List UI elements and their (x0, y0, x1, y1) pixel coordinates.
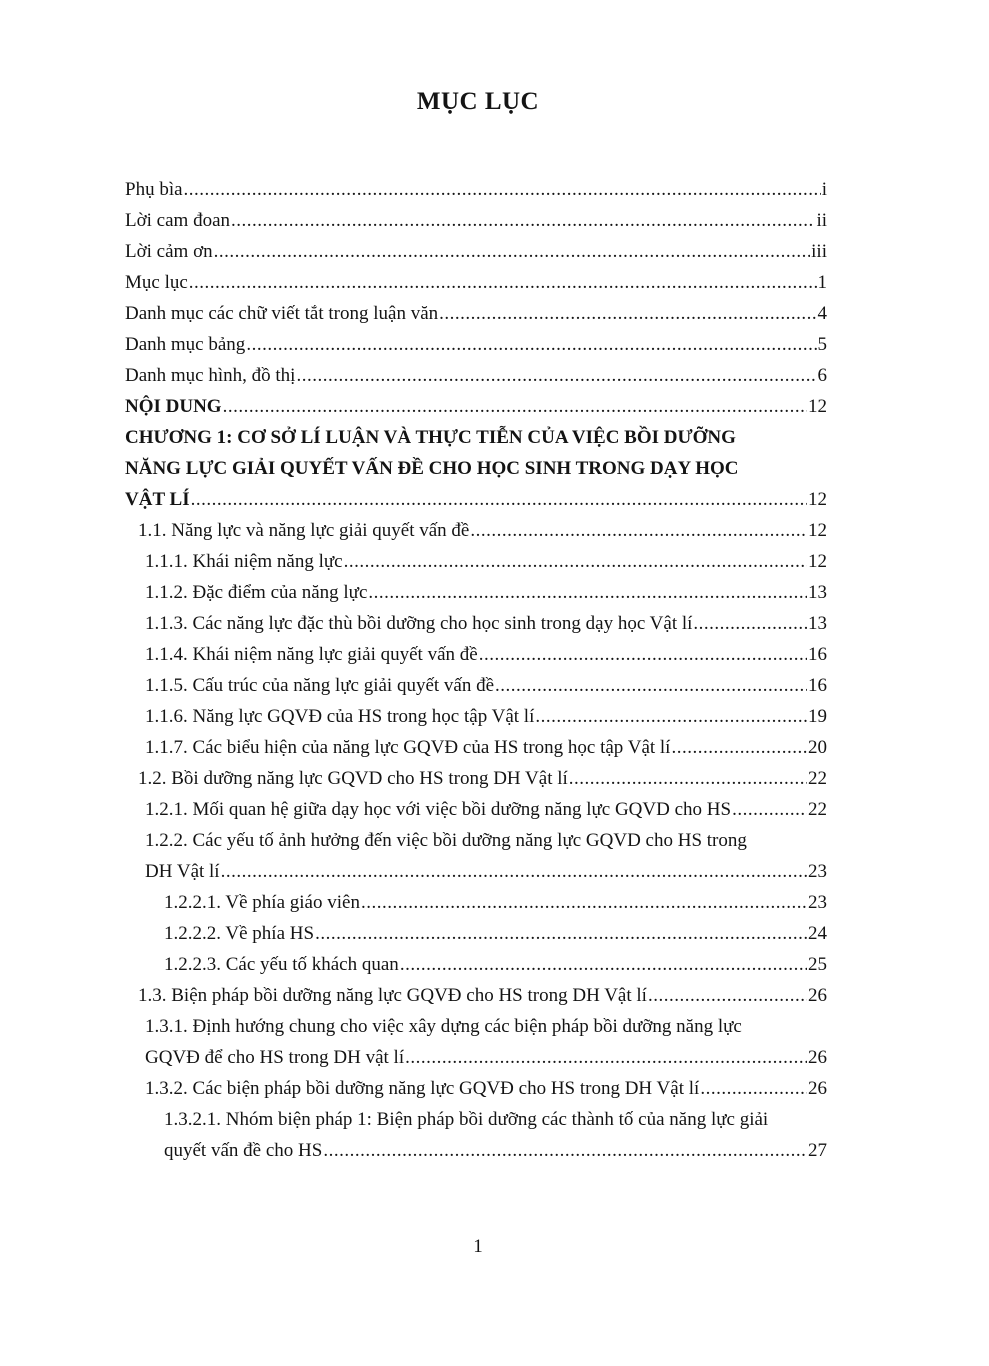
toc-entry-page: 26 (808, 1078, 827, 1099)
toc-entry[interactable] (145, 670, 827, 701)
toc-leader-dots (214, 236, 811, 267)
toc-entry[interactable] (145, 701, 827, 732)
toc-entry-page: 23 (808, 861, 827, 882)
toc-entry[interactable] (164, 1135, 827, 1166)
toc-leader-dots (189, 267, 817, 298)
toc-leader-dots (732, 794, 807, 825)
toc-entry[interactable] (145, 546, 827, 577)
toc-entry-label: 1.2.2.1. Về phía giáo viên (164, 892, 360, 913)
toc-entry-label: NỘI DUNG (125, 396, 222, 417)
toc-entry-page: 16 (808, 644, 827, 665)
toc-entry-page: 4 (817, 303, 827, 324)
toc-leader-dots (315, 918, 807, 949)
toc-entry-label: 1.1.5. Cấu trúc của năng lực giải quyết vấn đề (145, 675, 495, 696)
toc-entry-page: 25 (808, 954, 827, 975)
toc-entry-label: 1.1. Năng lực và năng lực giải quyết vấn đề (138, 520, 470, 541)
toc-leader-dots (648, 980, 807, 1011)
toc-entry-page: 22 (808, 799, 827, 820)
toc-entry[interactable] (138, 763, 827, 794)
toc-leader-dots (223, 391, 807, 422)
toc-entry-page: 26 (808, 1047, 827, 1068)
toc-entry[interactable] (125, 174, 827, 205)
toc-entry-wrapped-line: 1.3.2.1. Nhóm biện pháp 1: Biện pháp bồi dưỡng các thành tố của năng lực giải (164, 1109, 769, 1130)
toc-leader-dots (323, 1135, 807, 1166)
toc-leader-dots (296, 360, 816, 391)
toc-entry-label: 1.1.3. Các năng lực đặc thù bồi dưỡng cho học sinh trong dạy học Vật lí (145, 613, 693, 634)
toc-entry-page: 13 (808, 613, 827, 634)
toc-entry-chapter[interactable] (125, 484, 827, 515)
toc-entry-label: 1.2.2.2. Về phía HS (164, 923, 315, 944)
toc-leader-dots (221, 856, 807, 887)
toc-entry-label: 1.1.7. Các biểu hiện của năng lực GQVĐ của HS trong học tập Vật lí (145, 737, 671, 758)
toc-entry-page: 16 (808, 675, 827, 696)
toc-entry-label: DH Vật lí (145, 861, 220, 882)
toc-entry-page: 12 (808, 489, 827, 510)
toc-entry-label: VẬT LÍ (125, 489, 190, 510)
toc-entry-label: Danh mục các chữ viết tắt trong luận văn (125, 303, 439, 324)
toc-entry[interactable] (164, 887, 827, 918)
toc-entry-label: Danh mục hình, đồ thị (125, 365, 296, 386)
toc-entry-page: i (821, 179, 827, 200)
toc-entry-page: 12 (808, 396, 827, 417)
toc-entry-page: iii (811, 241, 827, 262)
toc-entry-wrapped-line: 1.2.2. Các yếu tố ảnh hưởng đến việc bồi dưỡng năng lực GQVD cho HS trong (145, 830, 747, 851)
toc-entry-page: 12 (808, 520, 827, 541)
page-number: 1 (473, 1236, 483, 1257)
toc-leader-dots (479, 639, 807, 670)
toc-entry[interactable] (145, 577, 827, 608)
toc-leader-dots (671, 732, 807, 763)
toc-entry[interactable] (125, 236, 827, 267)
toc-entry-section[interactable] (125, 391, 827, 422)
toc-leader-dots (361, 887, 807, 918)
toc-entry-label: quyết vấn đề cho HS (164, 1140, 323, 1161)
toc-entry-page: 19 (808, 706, 827, 727)
toc-entry-page: 13 (808, 582, 827, 603)
toc-entry[interactable] (138, 980, 827, 1011)
toc-leader-dots (191, 484, 807, 515)
toc-leader-dots (700, 1073, 807, 1104)
toc-entry[interactable] (125, 267, 827, 298)
toc-leader-dots (246, 329, 816, 360)
toc-entry[interactable] (125, 205, 827, 236)
toc-leader-dots (184, 174, 821, 205)
toc-entry-page: 12 (808, 551, 827, 572)
toc-entry-page: 24 (808, 923, 827, 944)
toc-leader-dots (569, 763, 807, 794)
toc-entry[interactable] (145, 856, 827, 887)
toc-entry-label: Phụ bìa (125, 179, 183, 200)
toc-entry-page: 1 (817, 272, 827, 293)
toc-entry[interactable] (125, 298, 827, 329)
toc-entry[interactable] (145, 1042, 827, 1073)
toc-entry[interactable] (125, 360, 827, 391)
toc-leader-dots (439, 298, 816, 329)
toc-entry[interactable] (145, 608, 827, 639)
toc-entry-wrapped-line: 1.3.1. Định hướng chung cho việc xây dựng các biện pháp bồi dưỡng năng lực (145, 1016, 742, 1037)
toc-entry[interactable] (138, 515, 827, 546)
toc-entry-label: 1.1.2. Đặc điểm của năng lực (145, 582, 368, 603)
toc-entry[interactable] (164, 949, 827, 980)
toc-entry-label: 1.2. Bồi dưỡng năng lực GQVD cho HS trong DH Vật lí (138, 768, 568, 789)
toc-entry-label: 1.1.1. Khái niệm năng lực (145, 551, 343, 572)
toc-entry[interactable] (145, 794, 827, 825)
toc-entry-label: GQVĐ để cho HS trong DH vật lí (145, 1047, 405, 1068)
toc-entry-page: 22 (808, 768, 827, 789)
toc-leader-dots (344, 546, 807, 577)
toc-leader-dots (693, 608, 807, 639)
toc-entry-label: 1.2.1. Mối quan hệ giữa dạy học với việc bồi dưỡng năng lực GQVD cho HS (145, 799, 732, 820)
toc-entry[interactable] (145, 1073, 827, 1104)
toc-entry-label: 1.1.6. Năng lực GQVĐ của HS trong học tập Vật lí (145, 706, 535, 727)
toc-entry-page: 20 (808, 737, 827, 758)
toc-leader-dots (495, 670, 807, 701)
toc-leader-dots (405, 1042, 807, 1073)
toc-entry[interactable] (145, 639, 827, 670)
toc-entry-label: 1.3. Biện pháp bồi dưỡng năng lực GQVĐ cho HS trong DH Vật lí (138, 985, 647, 1006)
toc-entry-page: 27 (808, 1140, 827, 1161)
toc-leader-dots (231, 205, 815, 236)
toc-leader-dots (368, 577, 807, 608)
toc-entry[interactable] (125, 329, 827, 360)
toc-entry-page: 23 (808, 892, 827, 913)
toc-entry[interactable] (145, 732, 827, 763)
toc-entry-page: 5 (817, 334, 827, 355)
toc-chapter-title-line: NĂNG LỰC GIẢI QUYẾT VẤN ĐỀ CHO HỌC SINH TRONG DẠY HỌC (125, 458, 739, 479)
toc-entry-label: Lời cảm ơn (125, 241, 213, 262)
toc-leader-dots (400, 949, 807, 980)
toc-entry-page: 6 (817, 365, 827, 386)
toc-chapter-title-line: CHƯƠNG 1: CƠ SỞ LÍ LUẬN VÀ THỰC TIỄN CỦA VIỆC BỒI DƯỠNG (125, 427, 736, 448)
toc-title: MỤC LỤC (416, 88, 540, 115)
toc-entry-page: 26 (808, 985, 827, 1006)
toc-entry[interactable] (164, 918, 827, 949)
toc-entry-label: Danh mục bảng (125, 334, 246, 355)
toc-entry-label: Lời cam đoan (125, 210, 231, 231)
toc-entry-label: 1.3.2. Các biện pháp bồi dưỡng năng lực GQVĐ cho HS trong DH Vật lí (145, 1078, 700, 1099)
toc-leader-dots (535, 701, 807, 732)
toc-entry-label: 1.1.4. Khái niệm năng lực giải quyết vấn đề (145, 644, 478, 665)
toc-leader-dots (470, 515, 807, 546)
toc-entry-label: 1.2.2.3. Các yếu tố khách quan (164, 954, 399, 975)
toc-entry-page: ii (816, 210, 827, 231)
toc-entry-label: Mục lục (125, 272, 188, 293)
